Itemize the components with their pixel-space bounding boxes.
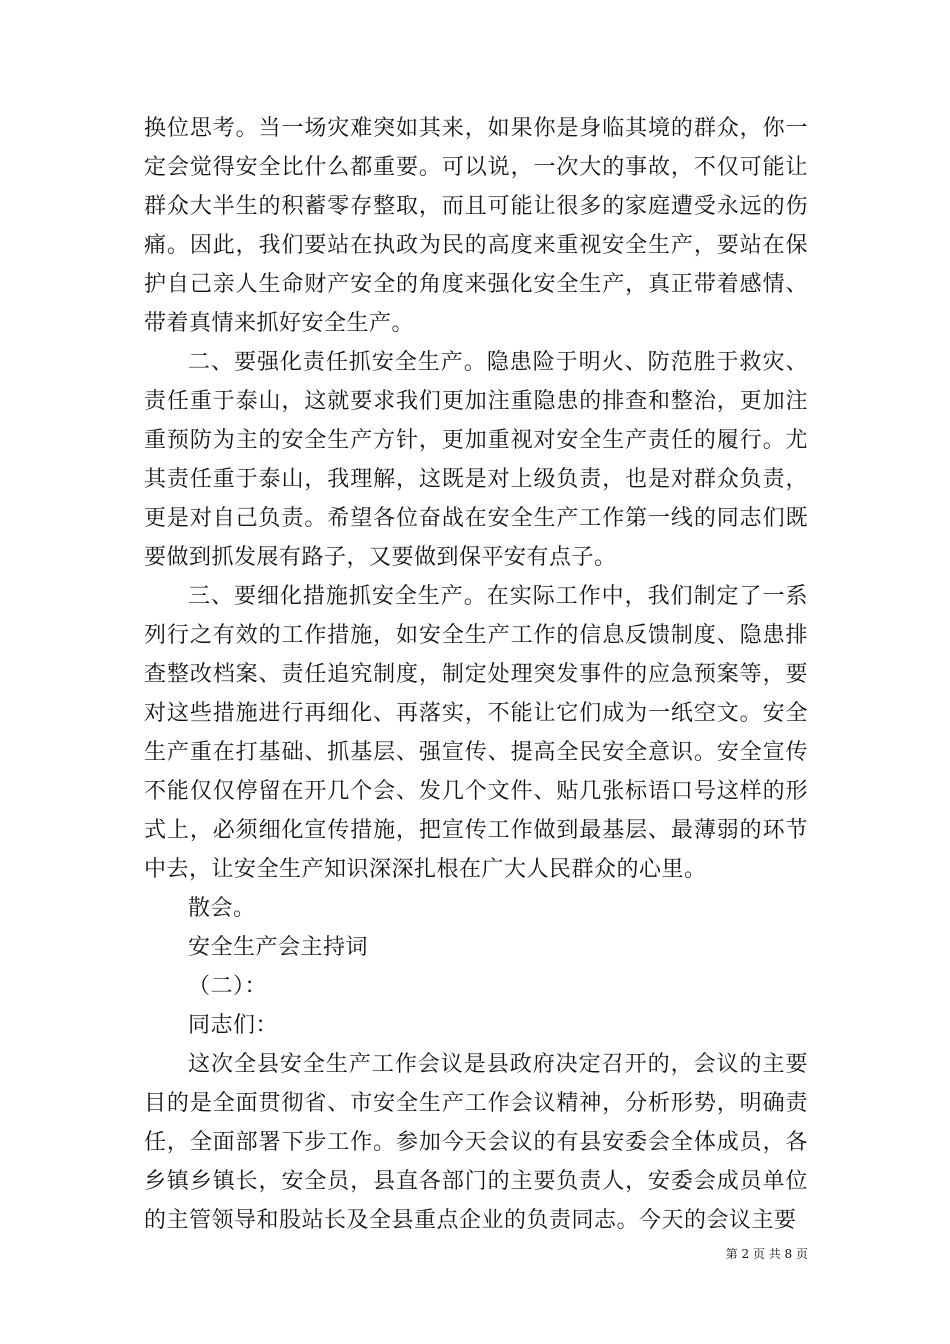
paragraph-1: 换位思考。当一场灾难突如其来，如果你是身临其境的群众，你一定会觉得安全比什么都重要。可以说，一次大的事故，不仅可能让群众大半生的积蓄零存整取，而且可能让很多的家庭遭受永远的伤痛。因此，我们要站在执政为民的高度来重视安全生产，要站在保护自己亲人生命财产安全的角度来强化安全生产，真正带着感情、带着真情来抓好安全生产。 bbox=[144, 116, 808, 336]
paragraph-2: 二、要强化责任抓安全生产。隐患险于明火、防范胜于救灾、责任重于泰山，这就要求我们更加注重隐患的排查和整治，更加注重预防为主的安全生产方针，更加重视对安全生产责任的履行。尤其责任重于泰山，我理解，这既是对上级负责，也是对群众负责，更是对自己负责。希望各位奋战在安全生产工作第一线的同志们既要做到抓发展有路子，又要做到保平安有点子。 bbox=[144, 350, 808, 570]
section-title: 安全生产会主持词 bbox=[188, 935, 369, 960]
page-number: 第 2 页 共 8 页 bbox=[725, 1247, 808, 1261]
section-number: （二）： bbox=[188, 974, 268, 999]
paragraph-4: 散会。 bbox=[188, 896, 256, 921]
salutation: 同志们： bbox=[188, 1013, 279, 1038]
paragraph-5: 这次全县安全生产工作会议是县政府决定召开的，会议的主要目的是全面贯彻省、市安全生产工作会议精神，分析形势，明确责任，全面部署下步工作。参加今天会议的有县安委会全体成员，各乡镇乡镇长，安全员，县直各部门的主要负责人，安委会成员单位的主管领导和股站长及全县重点企业的负责同志。今天的会议主要 bbox=[144, 1052, 808, 1233]
document-body bbox=[144, 109, 808, 1240]
paragraph-3: 三、要细化措施抓安全生产。在实际工作中，我们制定了一系列行之有效的工作措施，如安全生产工作的信息反馈制度、隐患排查整改档案、责任追究制度，制定处理突发事件的应急预案等，要对这些措施进行再细化、再落实，不能让它们成为一纸空文。安全生产重在打基础、抓基层、强宣传、提高全民安全意识。安全宣传不能仅仅停留在开几个会、发几个文件、贴几张标语口号这样的形式上，必须细化宣传措施，把宣传工作做到最基层、最薄弱的环节中去，让安全生产知识深深扎根在广大人民群众的心里。 bbox=[144, 584, 808, 882]
